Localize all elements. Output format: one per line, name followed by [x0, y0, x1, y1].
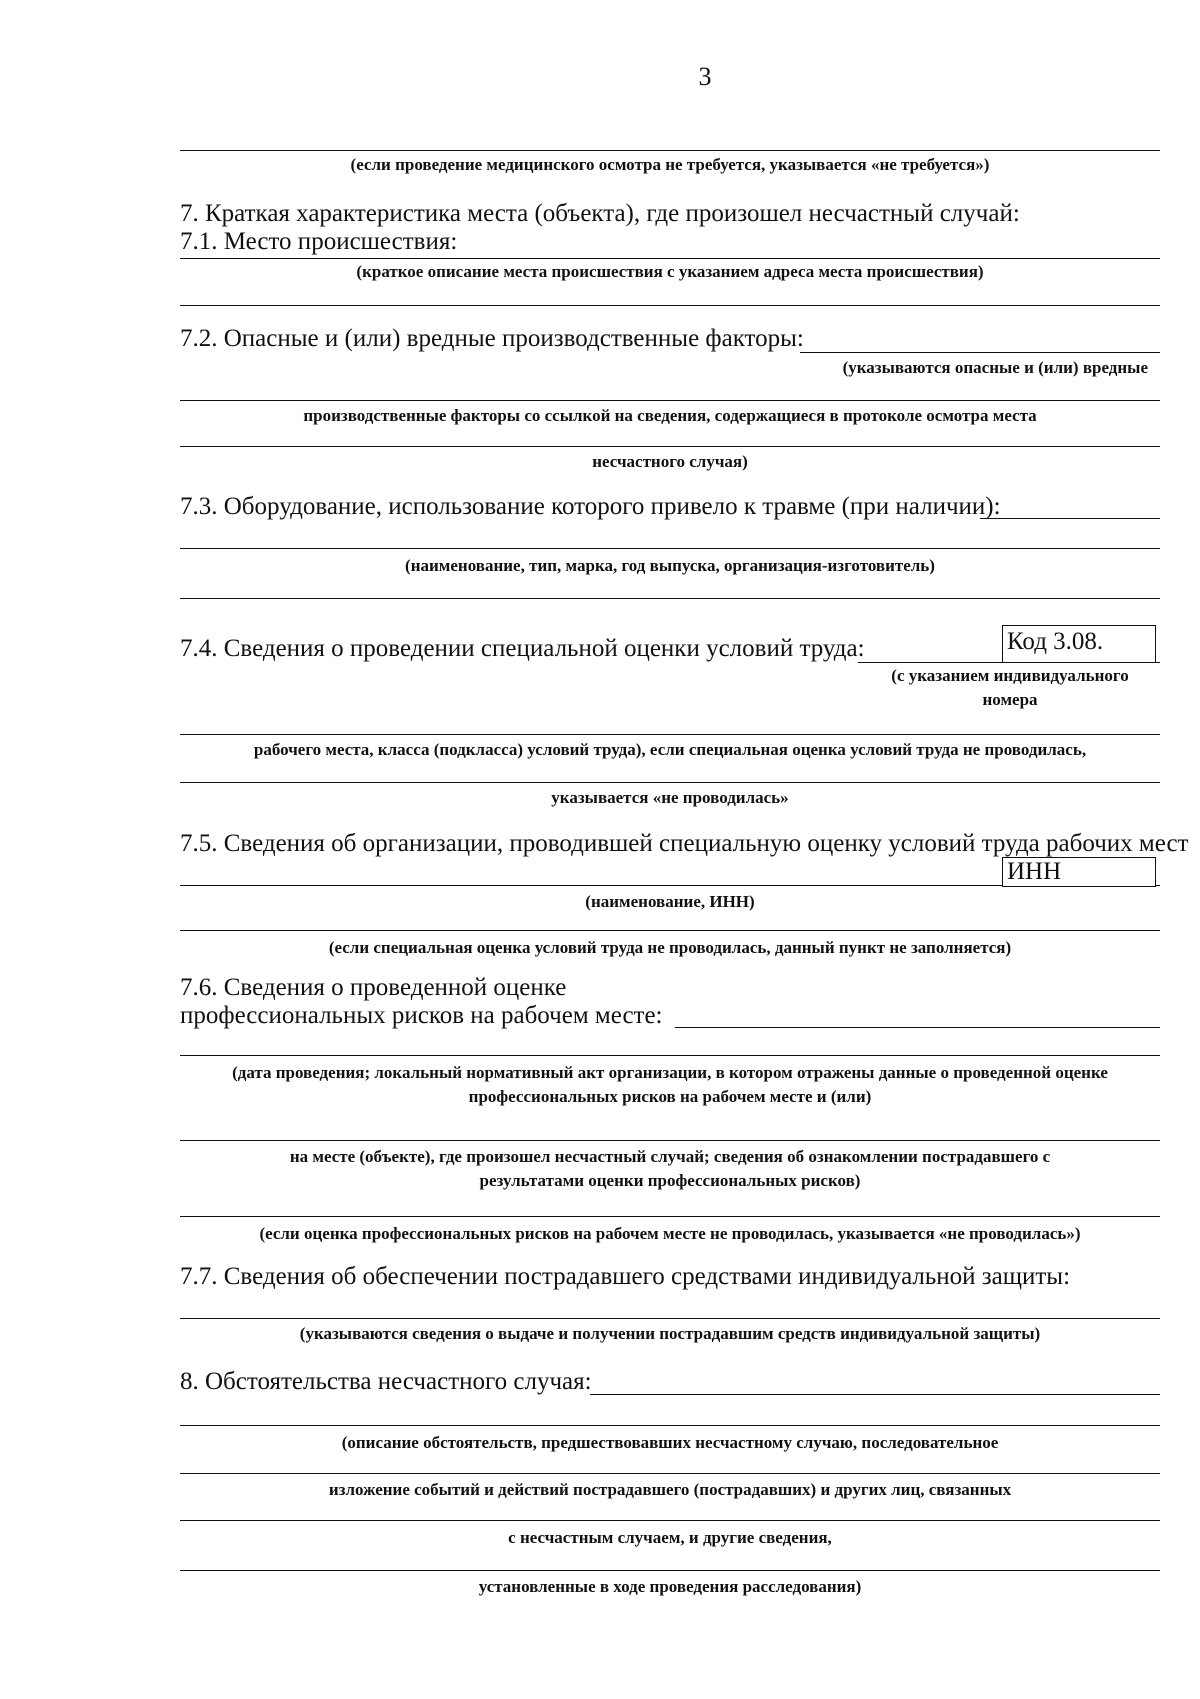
caption-sout-4: указывается «не проводилась» — [551, 788, 789, 807]
caption-sout-3: рабочего места, класса (подкласса) условий труда), если специальная оценка условий труда не проводилась, — [253, 740, 1087, 759]
fill-line-sout-2[interactable] — [180, 734, 1160, 735]
caption-risk-5: (если оценка профессиональных рисков на рабочем месте не проводилась, указывается «не проводилась») — [259, 1224, 1081, 1243]
code-box-text: Код 3.08. — [1007, 628, 1104, 655]
page-number: 3 — [698, 62, 712, 91]
caption-factors-2: производственные факторы со ссылкой на сведения, содержащиеся в протоколе осмотра места — [303, 406, 1037, 425]
caption-factors-3: несчастного случая) — [592, 452, 748, 471]
fill-line-circ-2[interactable] — [180, 1425, 1160, 1426]
section-7-7-label: 7.7. Сведения об обеспечении пострадавшего средствами индивидуальной защиты: — [180, 1263, 1071, 1290]
code-box[interactable] — [1002, 625, 1156, 663]
caption-circ-1: (описание обстоятельств, предшествовавших несчастному случаю, последовательное — [341, 1433, 999, 1452]
fill-line-equipment-3[interactable] — [180, 598, 1160, 599]
section-7-4-label: 7.4. Сведения о проведении специальной оценки условий труда: — [180, 635, 865, 662]
caption-circ-2: изложение событий и действий пострадавшего (пострадавших) и других лиц, связанных — [328, 1480, 1012, 1499]
fill-line-risk-4[interactable] — [180, 1216, 1160, 1217]
fill-line-sout-3[interactable] — [180, 782, 1160, 783]
fill-line-org-2[interactable] — [180, 930, 1160, 931]
section-7-5-label: 7.5. Сведения об организации, проводившей специальную оценку условий труда рабочих мест — [180, 830, 1189, 857]
section-7-heading: 7. Краткая характеристика места (объекта), где произошел несчастный случай: — [180, 200, 1020, 227]
section-8-label: 8. Обстоятельства несчастного случая: — [180, 1368, 592, 1395]
fill-line-place-2[interactable] — [180, 305, 1160, 306]
fill-line-circ-3[interactable] — [180, 1473, 1160, 1474]
caption-ppe: (указываются сведения о выдаче и получении пострадавшим средств индивидуальной защиты) — [299, 1324, 1041, 1343]
fill-line-risk[interactable] — [675, 1027, 1160, 1028]
caption-risk-4: результатами оценки профессиональных рисков) — [479, 1171, 861, 1190]
fill-line-circ[interactable] — [590, 1394, 1160, 1395]
caption-sout-2: номера — [982, 690, 1038, 709]
fill-line-equipment-2[interactable] — [180, 548, 1160, 549]
fill-line-med-exam[interactable] — [180, 150, 1160, 151]
caption-place-desc: (краткое описание места происшествия с указанием адреса места происшествия) — [356, 262, 984, 281]
fill-line-equipment[interactable] — [980, 518, 1160, 519]
caption-risk-2: профессиональных рисков на рабочем месте и (или) — [468, 1087, 872, 1106]
fill-line-factors[interactable] — [800, 352, 1160, 353]
fill-line-risk-2[interactable] — [180, 1055, 1160, 1056]
section-7-3-label: 7.3. Оборудование, использование которого привело к травме (при наличии): — [180, 493, 1001, 520]
fill-line-factors-2[interactable] — [180, 400, 1160, 401]
caption-risk-3: на месте (объекте), где произошел несчастный случай; сведения об ознакомлении пострадавшего с — [289, 1147, 1051, 1166]
inn-box-text: ИНН — [1007, 858, 1062, 885]
section-7-6-label-2: профессиональных рисков на рабочем месте: — [180, 1002, 663, 1029]
caption-org-1: (наименование, ИНН) — [585, 892, 755, 911]
caption-circ-3: с несчастным случаем, и другие сведения, — [508, 1528, 832, 1547]
caption-risk-1: (дата проведения; локальный нормативный акт организации, в котором отражены данные о проведенной оценке — [232, 1063, 1108, 1082]
fill-line-circ-4[interactable] — [180, 1520, 1160, 1521]
section-7-1-label: 7.1. Место происшествия: — [180, 228, 458, 255]
inn-box[interactable] — [1002, 857, 1156, 887]
caption-sout-1: (с указанием индивидуального — [891, 666, 1129, 685]
caption-factors-1: (указываются опасные и (или) вредные — [842, 358, 1148, 377]
caption-med-exam: (если проведение медицинского осмотра не требуется, указывается «не требуется») — [350, 155, 990, 174]
caption-equipment: (наименование, тип, марка, год выпуска, организация-изготовитель) — [405, 556, 935, 575]
fill-line-ppe[interactable] — [180, 1318, 1160, 1319]
fill-line-place[interactable] — [180, 258, 1160, 259]
caption-org-2: (если специальная оценка условий труда не проводилась, данный пункт не заполняется) — [328, 938, 1012, 957]
section-7-6-label-1: 7.6. Сведения о проведенной оценке — [180, 974, 567, 1001]
caption-circ-4: установленные в ходе проведения расследования) — [478, 1577, 862, 1596]
section-7-2-label: 7.2. Опасные и (или) вредные производственные факторы: — [180, 325, 804, 352]
fill-line-risk-3[interactable] — [180, 1140, 1160, 1141]
fill-line-circ-5[interactable] — [180, 1570, 1160, 1571]
fill-line-factors-3[interactable] — [180, 446, 1160, 447]
